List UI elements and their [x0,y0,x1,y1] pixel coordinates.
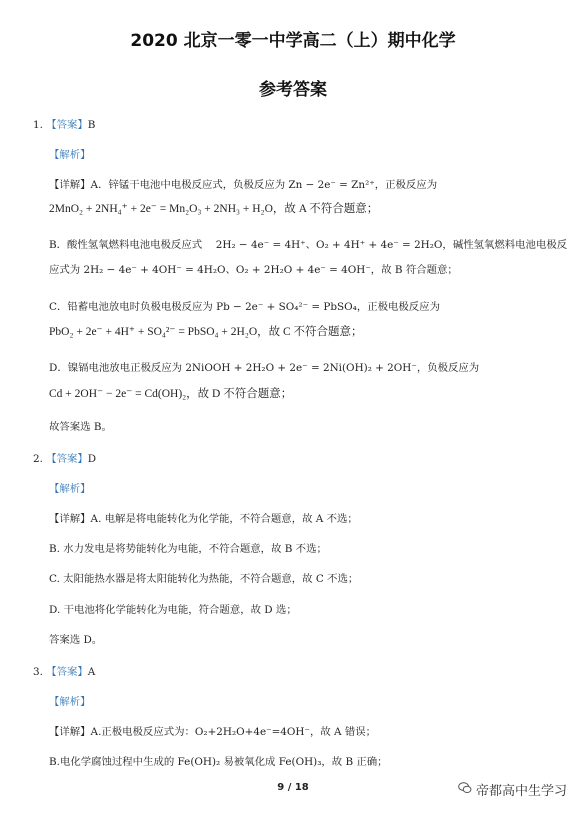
analysis-tag: 【解析】 [49,696,91,708]
answer-tag: 【答案】 [46,119,88,131]
q1-line-1: 【详解】A．锌锰干电池中电极反应式，负极反应为 Zn − 2e⁻ = Zn²⁺，正极反应为 [49,179,438,191]
page-title: 2020 北京一零一中学高二（上）期中化学 [130,31,456,51]
question-1-header [33,118,95,132]
answer-value: B [87,119,96,131]
q1-line-7: D．镍镉电池放电正极反应为 2NiOOH + 2H₂O + 2e⁻ = 2Ni(OH)₂ + 2OH⁻，负极反应为 [49,362,480,374]
page-number: 9 / 18 [277,782,309,793]
answer-value: A [87,666,96,678]
wechat-icon [458,781,472,799]
q2-line-2: B. 水力发电是将势能转化为电能，不符合题意，故 B 不选； [49,543,327,555]
q1-line-6: PbO₂ + 2e⁻ + 4H⁺ + SO₄²⁻ = PbSO₄ + 2H₂O，故 C 不符合题意； [49,326,363,338]
question-number: 2. [33,453,43,465]
answer-tag: 【答案】 [46,453,88,465]
question-number: 3. [33,666,43,678]
question-2-header [33,452,96,466]
question-number: 1. [33,119,43,131]
q3-line-1: 【详解】A.正极电极反应式为：O₂+2H₂O+4e⁻=4OH⁻，故 A 错误； [49,726,377,738]
q2-line-4: D. 干电池将化学能转化为电能，符合题意，故 D 选； [49,604,297,616]
answer-tag: 【答案】 [46,666,88,678]
analysis-tag: 【解析】 [49,483,91,495]
page-subtitle: 参考答案 [259,80,327,100]
watermark-text: 帝都高中生学习 [476,784,568,799]
watermark [458,780,567,799]
q2-line-1: 【详解】A. 电解是将电能转化为化学能，不符合题意，故 A 不选； [49,513,358,525]
q1-line-9: 故答案选 B。 [49,421,112,433]
q2-line-5: 答案选 D。 [49,634,103,646]
q1-line-3: B．酸性氢氧燃料电池电极反应式 2H₂ − 4e⁻ = 4H⁺、O₂ + 4H⁺ + 4e⁻ = 2H₂O，碱性氢氧燃料电池电极反 [49,239,568,251]
q1-line-2: 2MnO₂ + 2NH₄⁺ + 2e⁻ = Mn₂O₃ + 2NH₃ + H₂O，故 A 不符合题意； [49,203,379,215]
question-3-header [33,665,95,679]
q3-line-2: B.电化学腐蚀过程中生成的 Fe(OH)₂ 易被氧化成 Fe(OH)₃，故 B 正确； [49,756,388,768]
q1-line-4: 应式为 2H₂ − 4e⁻ + 4OH⁻ = 4H₂O、O₂ + 2H₂O + 4e⁻ = 4OH⁻，故 B 符合题意； [49,264,458,276]
answer-value: D [87,453,97,465]
q1-line-8: Cd + 2OH⁻ − 2e⁻ = Cd(OH)₂，故 D 不符合题意； [49,388,293,400]
analysis-tag: 【解析】 [49,149,91,161]
q2-line-3: C. 太阳能热水器是将太阳能转化为热能，不符合题意，故 C 不选； [49,573,359,585]
q1-line-5: C．铅蓄电池放电时负极电极反应为 Pb − 2e⁻ + SO₄²⁻ = PbSO₄，正极电极反应为 [49,301,440,313]
